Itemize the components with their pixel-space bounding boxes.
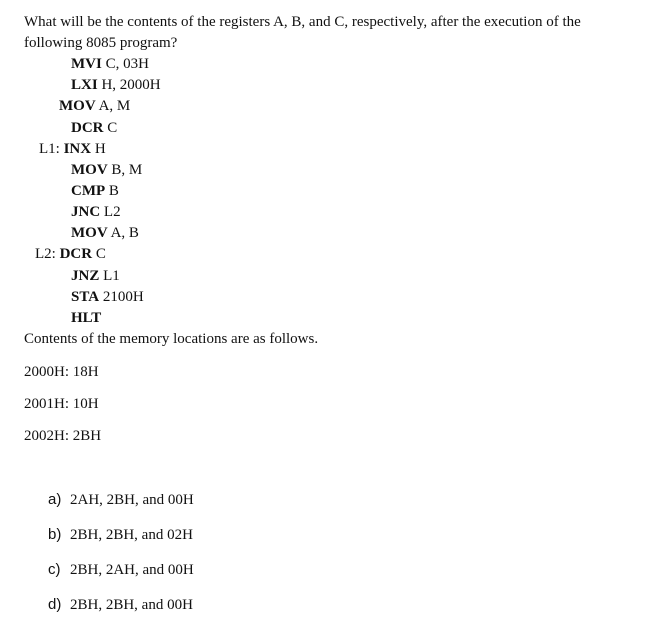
question-text-line-1: What will be the contents of the registers A, B, and C, respectively, after the execution of the bbox=[24, 14, 581, 30]
option-text: 2BH, 2BH, and 00H bbox=[70, 597, 193, 613]
option-a[interactable] bbox=[48, 490, 194, 510]
program-line bbox=[71, 118, 117, 138]
program-line bbox=[71, 75, 161, 95]
program-operand: 2100H bbox=[99, 289, 144, 305]
program-line bbox=[71, 266, 120, 286]
program-line bbox=[71, 181, 119, 201]
program-mnemonic: CMP bbox=[71, 183, 106, 199]
option-text: 2AH, 2BH, and 00H bbox=[70, 492, 194, 508]
option-letter: b) bbox=[48, 526, 62, 543]
program-mnemonic: LXI bbox=[71, 77, 98, 93]
program-label: L2: bbox=[35, 246, 60, 262]
program-line bbox=[71, 54, 149, 74]
memory-location: 2000H: 18H bbox=[24, 364, 99, 380]
question-text-line-2: following 8085 program? bbox=[24, 35, 178, 51]
option-text: 2BH, 2BH, and 02H bbox=[70, 527, 193, 543]
program-mnemonic: DCR bbox=[71, 120, 104, 136]
program-operand: L2 bbox=[100, 204, 121, 220]
program-mnemonic: MVI bbox=[71, 56, 102, 72]
program-label: L1: bbox=[39, 141, 64, 157]
program-operand: B bbox=[105, 183, 119, 199]
memory-location: 2001H: 10H bbox=[24, 396, 99, 412]
program-line bbox=[71, 223, 139, 243]
program-operand: H bbox=[91, 141, 106, 157]
program-line bbox=[71, 308, 101, 328]
program-line bbox=[59, 96, 130, 116]
program-line bbox=[39, 139, 106, 159]
program-mnemonic: MOV bbox=[59, 98, 96, 114]
option-letter: d) bbox=[48, 596, 62, 613]
program-operand: A, M bbox=[95, 98, 131, 114]
program-line bbox=[35, 244, 106, 264]
program-operand: C bbox=[103, 120, 118, 136]
program-mnemonic: JNZ bbox=[71, 268, 100, 284]
program-operand: B, M bbox=[107, 162, 143, 178]
memory-location: 2002H: 2BH bbox=[24, 428, 102, 444]
option-b[interactable] bbox=[48, 525, 193, 545]
program-operand: C, 03H bbox=[101, 56, 149, 72]
program-line bbox=[71, 287, 144, 307]
memory-intro: Contents of the memory locations are as follows. bbox=[24, 331, 319, 347]
program-mnemonic: MOV bbox=[71, 162, 108, 178]
program-operand: A, B bbox=[107, 225, 139, 241]
program-mnemonic: HLT bbox=[71, 310, 102, 326]
program-line bbox=[71, 202, 121, 222]
program-line bbox=[71, 160, 142, 180]
program-operand: H, 2000H bbox=[97, 77, 161, 93]
option-text: 2BH, 2AH, and 00H bbox=[70, 562, 194, 578]
program-mnemonic: JNC bbox=[71, 204, 101, 220]
program-mnemonic: DCR bbox=[59, 246, 93, 262]
program-mnemonic: MOV bbox=[71, 225, 108, 241]
program-operand: L1 bbox=[99, 268, 120, 284]
option-c[interactable] bbox=[48, 560, 194, 580]
option-letter: a) bbox=[48, 491, 62, 508]
program-operand: C bbox=[92, 246, 106, 262]
option-d[interactable] bbox=[48, 595, 193, 615]
option-letter: c) bbox=[48, 561, 61, 578]
program-mnemonic: INX bbox=[63, 141, 92, 157]
program-mnemonic: STA bbox=[71, 289, 100, 305]
